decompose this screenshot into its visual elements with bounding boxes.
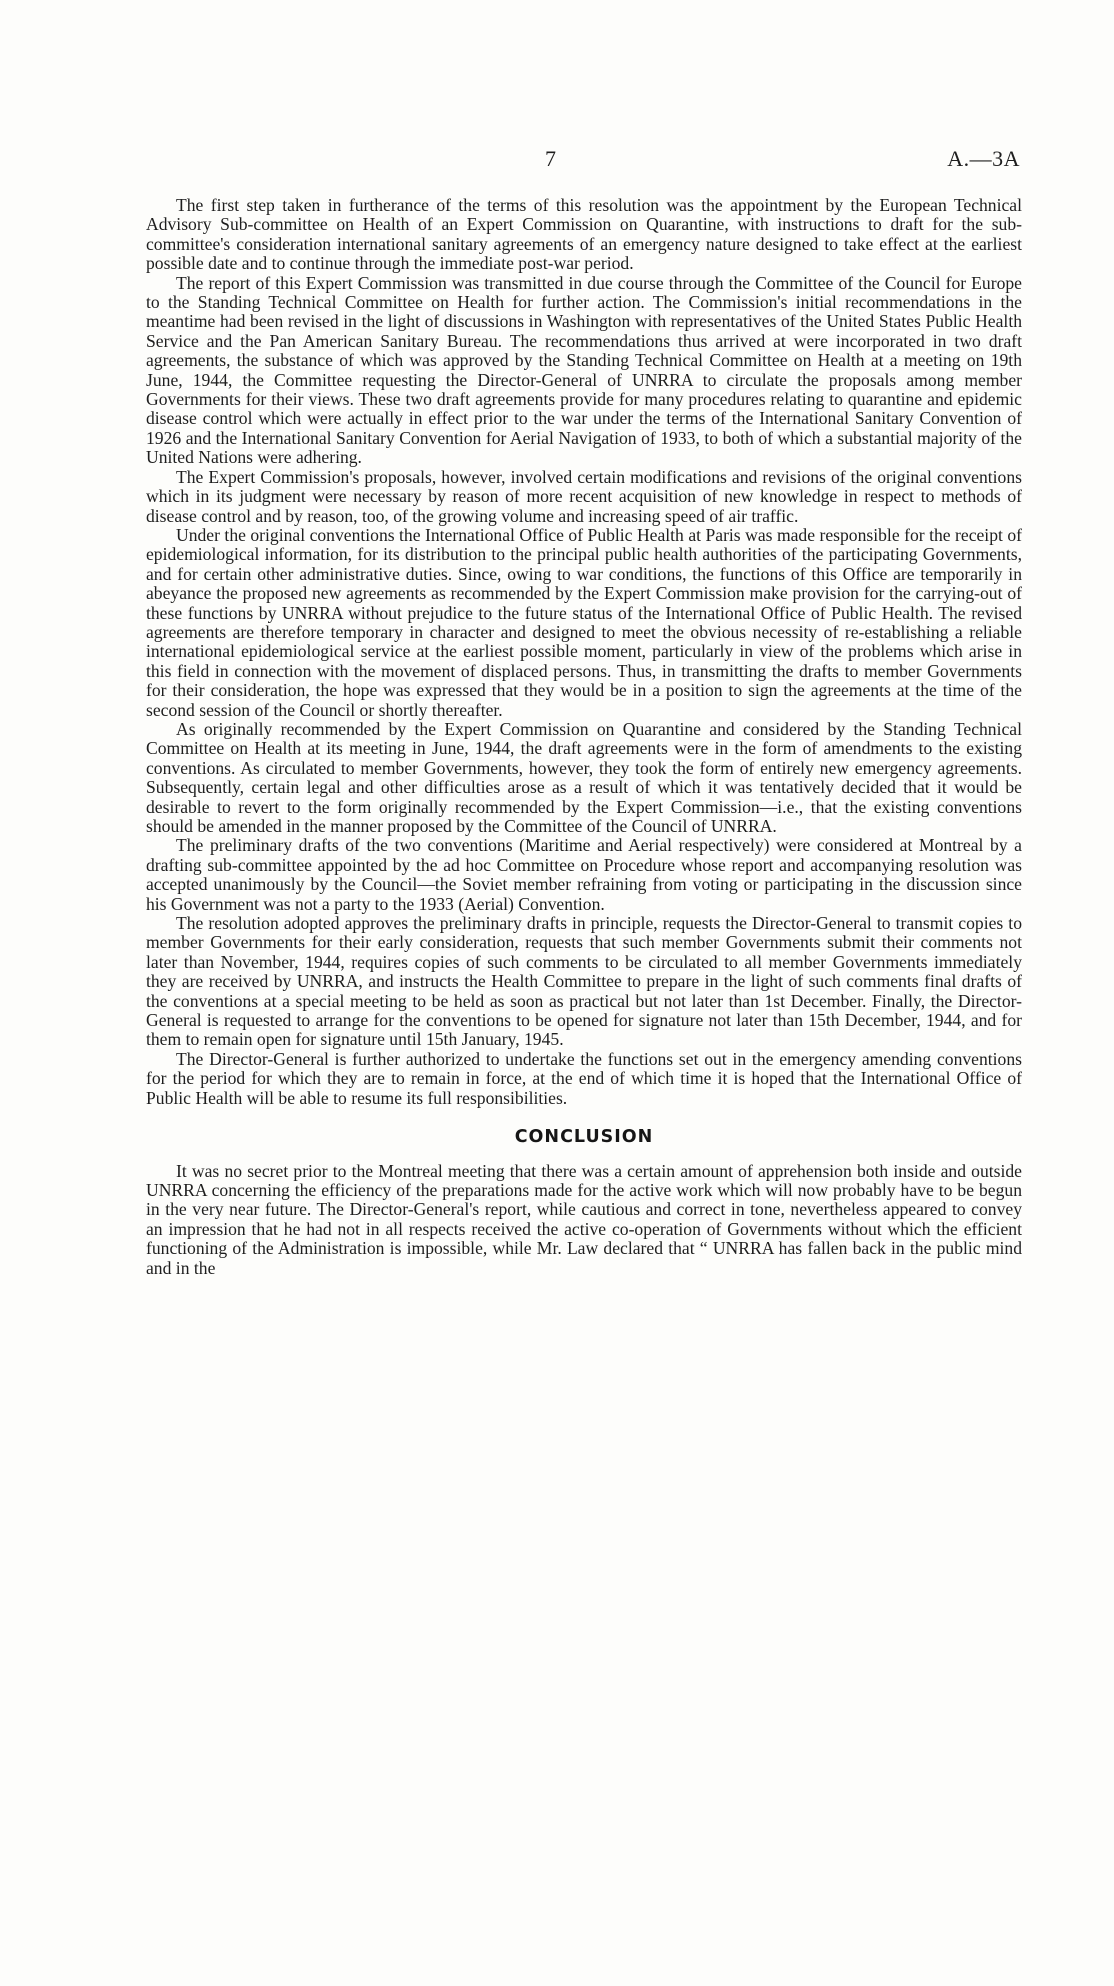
paragraph: The Director-General is further authorized to undertake the functions set out in the emergency amending conventions for the period for which they are to remain in force, at the end of which time it is hoped that the International Office of Public Health will be able to resume its full responsibilities. <box>146 1048 1022 1108</box>
paragraph: The resolution adopted approves the preliminary drafts in principle, requests the Director-General to transmit copies to member Governments for their early consideration, requests that such member Governments submit their comments not later than November, 1944, requires copies of such comments to be circulated to all member Governments immediately they are received by UNRRA, and instructs the Health Committee to prepare in the light of such comments final drafts of the conventions at a special meeting to be held as soon as practical but not later than 1st December. Finally, the Director-General is requested to arrange for the conventions to be opened for signature not later than 15th December, 1944, and for them to remain open for signature until 15th January, 1945. <box>146 913 1022 1050</box>
page-header <box>0 146 1114 176</box>
paragraph: As originally recommended by the Expert Commission on Quarantine and considered by the Standing Technical Committee on Health at its meeting in June, 1944, the draft agreements were in the form of amendments to the existing conventions. As circulated to member Governments, however, they took the form of entirely new emergency agreements. Subsequently, certain legal and other difficulties arose as a result of which it was tentatively decided that it would be desirable to revert to the form originally recommended by the Expert Commission—i.e., that the existing conventions should be amended in the manner proposed by the Committee of the Council of UNRRA. <box>146 718 1022 836</box>
paragraph: The report of this Expert Commission was transmitted in due course through the Committee of the Council for Europe to the Standing Technical Committee on Health for further action. The Commission's initial recommendations in the meantime had been revised in the light of discussions in Washington with representatives of the United States Public Health Service and the Pan American Sanitary Bureau. The recommendations thus arrived at were incorporated in two draft agreements, the substance of which was approved by the Standing Technical Committee on Health at a meeting on 19th June, 1944, the Committee requesting the Director-General of UNRRA to circulate the proposals among member Governments for their views. These two draft agreements provide for many procedures relating to quarantine and epidemic disease control which were actually in effect prior to the war under the terms of the International Sanitary Convention of 1926 and the International Sanitary Convention for Aerial Navigation of 1933, to both of which a substantial majority of the United Nations were adhering. <box>146 272 1022 468</box>
paragraph: Under the original conventions the International Office of Public Health at Paris was made responsible for the receipt of epidemiological information, for its distribution to the principal public health authorities of the participating Governments, and for certain other administrative duties. Since, owing to war conditions, the functions of this Office are temporarily in abeyance the proposed new agreements as recommended by the Expert Commission make provision for the carrying-out of these functions by UNRRA without prejudice to the future status of the International Office of Public Health. The revised agreements are therefore temporary in character and designed to meet the obvious necessity of re-establishing a reliable international epidemiological service at the earliest possible moment, particularly in view of the problems which arise in this field in connection with the movement of displaced persons. Thus, in transmitting the drafts to member Governments for their consideration, the hope was expressed that they would be in a position to sign the agreements at the time of the second session of the Council or shortly thereafter. <box>146 524 1022 720</box>
paragraph: The preliminary drafts of the two conventions (Maritime and Aerial respectively) were considered at Montreal by a drafting sub-committee appointed by the ad hoc Committee on Procedure whose report and accompanying resolution was accepted unanimously by the Council—the Soviet member refraining from voting or participating in the discussion since his Government was not a party to the 1933 (Aerial) Convention. <box>146 835 1022 914</box>
section-heading-conclusion: CONCLUSION <box>514 1127 654 1148</box>
paragraph: The Expert Commission's proposals, however, involved certain modifications and revisions of the original conventions which in its judgment were necessary by reason of more recent acquisition of new knowledge in respect to methods of disease control and by reason, too, of the growing volume and increasing speed of air traffic. <box>146 466 1022 526</box>
paragraph: The first step taken in furtherance of the terms of this resolution was the appointment by the European Technical Advisory Sub-committee on Health of an Expert Commission on Quarantine, with instructions to draft for the sub-committee's consideration international sanitary agreements of an emergency nature designed to take effect at the earliest possible date and to continue through the immediate post-war period. <box>146 195 1022 274</box>
conclusion-paragraph: It was no secret prior to the Montreal meeting that there was a certain amount of apprehension both inside and outside UNRRA concerning the efficiency of the preparations made for the active work which will now probably have to be begun in the very near future. The Director-General's report, while cautious and correct in tone, nevertheless appeared to convey an impression that he had not in all respects received the active co-operation of Governments without which the efficient functioning of the Administration is impossible, while Mr. Law declared that “ UNRRA has fallen back in the public mind and in the <box>146 1160 1022 1278</box>
document-reference: A.—3A <box>947 146 1020 171</box>
page-number: 7 <box>545 146 556 171</box>
body-text <box>146 196 1022 1278</box>
